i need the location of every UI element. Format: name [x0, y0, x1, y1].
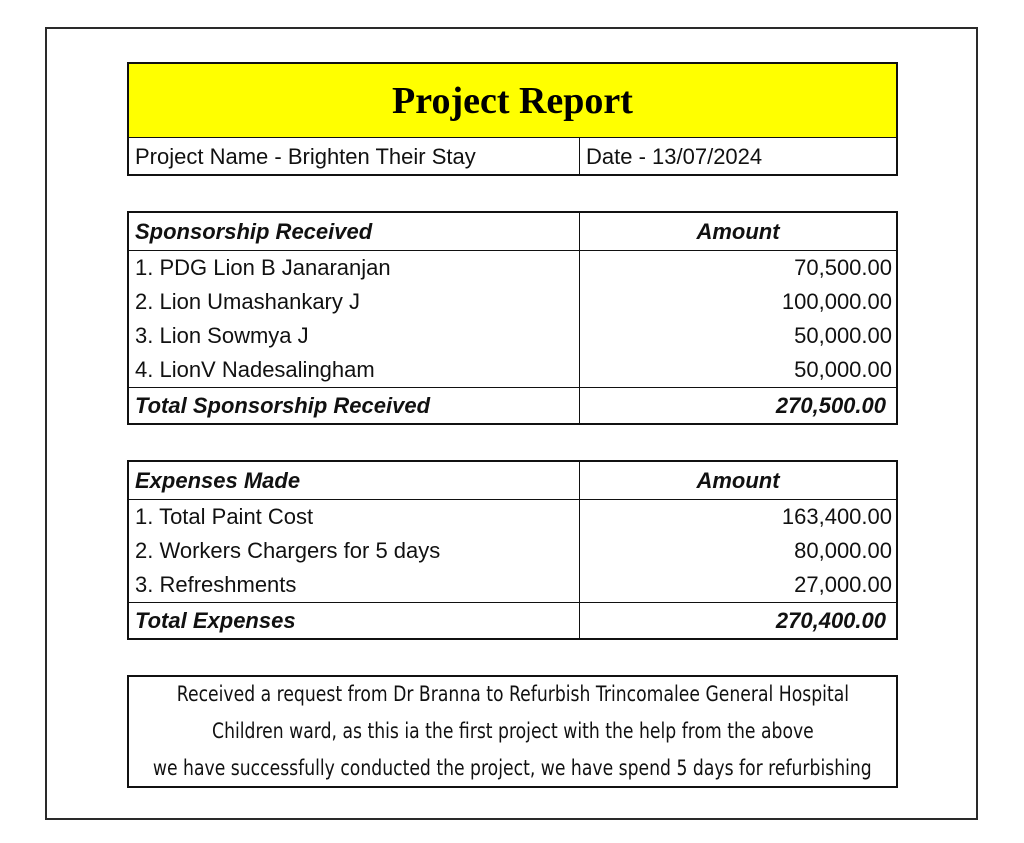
total-amount: 270,400.00: [775, 607, 886, 633]
row-amount: 27,000.00: [794, 572, 892, 597]
row-amount: 70,500.00: [794, 255, 892, 280]
table-row: [129, 568, 896, 602]
expenses-table: [127, 460, 898, 640]
table-row: [129, 353, 896, 387]
table-row: [129, 319, 896, 353]
header-amount: Amount: [696, 467, 780, 493]
table-row: [129, 285, 896, 319]
note-line: Children ward, as this ia the first project with the help from the above: [211, 719, 814, 743]
project-name: Project Name - Brighten Their Stay: [129, 138, 580, 176]
header-amount: Amount: [696, 218, 780, 244]
sponsorship-table: [127, 211, 898, 425]
table-row: [129, 500, 896, 534]
table-row: [129, 251, 896, 285]
header-label: Expenses Made: [129, 462, 580, 499]
total-label: Total Expenses: [129, 603, 580, 638]
total-row: [129, 602, 896, 638]
table-header: [129, 462, 896, 500]
table-header: [129, 213, 896, 251]
row-label: 2. Lion Umashankary J: [129, 285, 580, 319]
project-info-row: [129, 138, 896, 176]
row-amount: 100,000.00: [781, 289, 892, 314]
row-label: 1. Total Paint Cost: [129, 500, 580, 534]
row-label: 4. LionV Nadesalingham: [129, 353, 580, 387]
note-line: Received a request from Dr Branna to Refurbish Trincomalee General Hospital: [176, 682, 849, 706]
total-label: Total Sponsorship Received: [129, 388, 580, 423]
report-header: [127, 62, 898, 176]
row-amount: 80,000.00: [794, 538, 892, 563]
note-line: we have successfully conducted the project, we have spend 5 days for refurbishing: [153, 756, 872, 780]
row-label: 1. PDG Lion B Janaranjan: [129, 251, 580, 285]
row-label: 3. Lion Sowmya J: [129, 319, 580, 353]
table-row: [129, 534, 896, 568]
header-label: Sponsorship Received: [129, 213, 580, 250]
row-label: 3. Refreshments: [129, 568, 580, 602]
total-row: [129, 387, 896, 423]
project-note: [127, 675, 898, 788]
total-amount: 270,500.00: [775, 392, 886, 418]
title-band: [129, 64, 896, 138]
row-amount: 163,400.00: [781, 504, 892, 529]
report-title: Project Report: [392, 79, 633, 122]
row-amount: 50,000.00: [794, 323, 892, 348]
row-label: 2. Workers Chargers for 5 days: [129, 534, 580, 568]
project-date: Date - 13/07/2024: [586, 144, 763, 169]
row-amount: 50,000.00: [794, 357, 892, 382]
